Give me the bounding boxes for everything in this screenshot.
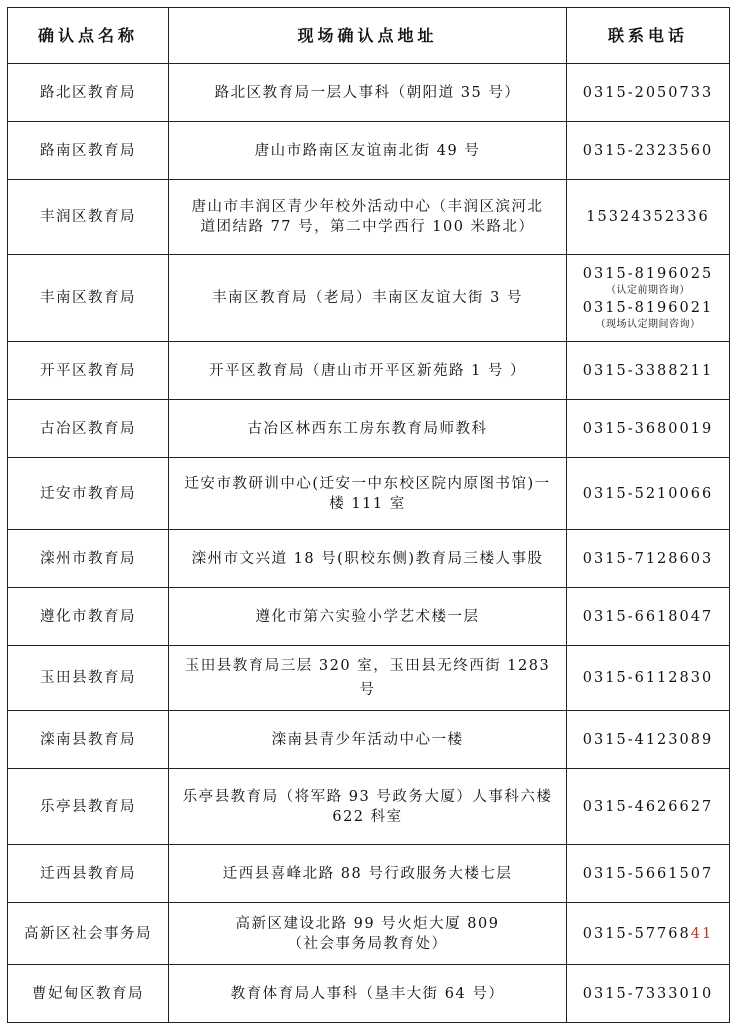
table-row xyxy=(8,845,730,903)
cell-address: 古冶区林西东工房东教育局师教科 xyxy=(169,400,567,458)
cell-name: 古冶区教育局 xyxy=(8,400,169,458)
address-line: （社会事务局教育处） xyxy=(287,935,448,952)
cell-phone xyxy=(567,255,730,342)
phone-main: 0315-57768 xyxy=(582,925,691,942)
table-row xyxy=(8,400,730,458)
cell-name: 遵化市教育局 xyxy=(8,588,169,646)
address-line: 迁安市教研训中心(迁安一中东校区院内原图书馆)一 xyxy=(184,475,551,492)
cell-address xyxy=(169,903,567,965)
header-row xyxy=(8,8,730,64)
cell-phone: 0315-2050733 xyxy=(567,64,730,122)
cell-address: 开平区教育局（唐山市开平区新苑路 1 号 ） xyxy=(169,342,567,400)
address-line: 622 科室 xyxy=(332,808,403,825)
phone-number: 0315-8196021 xyxy=(582,300,714,316)
cell-address xyxy=(169,769,567,845)
cell-name: 滦南县教育局 xyxy=(8,711,169,769)
cell-address: 唐山市路南区友谊南北街 49 号 xyxy=(169,122,567,180)
phone-tail: 41 xyxy=(690,925,714,942)
cell-name: 曹妃甸区教育局 xyxy=(8,965,169,1023)
table-row xyxy=(8,180,730,255)
address-line: 乐亭县教育局（将军路 93 号政务大厦）人事科六楼 xyxy=(182,788,553,805)
table-row xyxy=(8,711,730,769)
cell-name: 开平区教育局 xyxy=(8,342,169,400)
cell-phone: 0315-5210066 xyxy=(567,458,730,530)
cell-address: 滦南县青少年活动中心一楼 xyxy=(169,711,567,769)
cell-name: 滦州市教育局 xyxy=(8,530,169,588)
cell-phone: 0315-3680019 xyxy=(567,400,730,458)
table-row xyxy=(8,588,730,646)
confirmation-points-table-wrapper xyxy=(7,7,729,1023)
cell-phone xyxy=(567,903,730,965)
cell-address: 丰南区教育局（老局）丰南区友谊大街 3 号 xyxy=(169,255,567,342)
cell-name: 路南区教育局 xyxy=(8,122,169,180)
table-row xyxy=(8,64,730,122)
cell-address: 遵化市第六实验小学艺术楼一层 xyxy=(169,588,567,646)
header-address: 现场确认点地址 xyxy=(169,8,567,64)
table-row xyxy=(8,903,730,965)
table-row xyxy=(8,530,730,588)
cell-address: 玉田县教育局三层 320 室，玉田县无终西街 1283 号 xyxy=(169,646,567,711)
cell-phone: 0315-2323560 xyxy=(567,122,730,180)
address-line: 道团结路 77 号，第二中学西行 100 米路北） xyxy=(200,219,535,235)
phone-number: 0315-8196025 xyxy=(582,266,714,282)
cell-address: 滦州市文兴道 18 号(职校东侧)教育局三楼人事股 xyxy=(169,530,567,588)
cell-phone: 0315-5661507 xyxy=(567,845,730,903)
phone-note: （认定前期咨询） xyxy=(606,285,690,296)
cell-phone: 0315-7128603 xyxy=(567,530,730,588)
table-row xyxy=(8,255,730,342)
cell-name: 迁西县教育局 xyxy=(8,845,169,903)
table-row xyxy=(8,122,730,180)
table-row xyxy=(8,769,730,845)
cell-phone: 0315-3388211 xyxy=(567,342,730,400)
cell-phone: 0315-6112830 xyxy=(567,646,730,711)
cell-name: 高新区社会事务局 xyxy=(8,903,169,965)
cell-phone: 0315-4626627 xyxy=(567,769,730,845)
cell-name: 乐亭县教育局 xyxy=(8,769,169,845)
table-row xyxy=(8,646,730,711)
cell-address: 教育体育局人事科（垦丰大街 64 号） xyxy=(169,965,567,1023)
cell-name: 丰润区教育局 xyxy=(8,180,169,255)
table-row xyxy=(8,965,730,1023)
cell-name: 路北区教育局 xyxy=(8,64,169,122)
table-row xyxy=(8,458,730,530)
phone-note: （现场认定期间咨询） xyxy=(595,319,701,330)
cell-phone: 15324352336 xyxy=(567,180,730,255)
confirmation-points-table xyxy=(7,7,730,1023)
cell-name: 迁安市教育局 xyxy=(8,458,169,530)
header-name: 确认点名称 xyxy=(8,8,169,64)
cell-name: 丰南区教育局 xyxy=(8,255,169,342)
address-line: 楼 111 室 xyxy=(329,495,406,512)
cell-phone: 0315-6618047 xyxy=(567,588,730,646)
cell-address: 路北区教育局一层人事科（朝阳道 35 号） xyxy=(169,64,567,122)
address-line: 高新区建设北路 99 号火炬大厦 809 xyxy=(235,915,500,932)
cell-phone: 0315-7333010 xyxy=(567,965,730,1023)
cell-address: 迁西县喜峰北路 88 号行政服务大楼七层 xyxy=(169,845,567,903)
cell-phone: 0315-4123089 xyxy=(567,711,730,769)
cell-address xyxy=(169,180,567,255)
header-phone: 联系电话 xyxy=(567,8,730,64)
table-row xyxy=(8,342,730,400)
cell-name: 玉田县教育局 xyxy=(8,646,169,711)
cell-address xyxy=(169,458,567,530)
address-line: 唐山市丰润区青少年校外活动中心（丰润区滨河北 xyxy=(191,199,544,215)
